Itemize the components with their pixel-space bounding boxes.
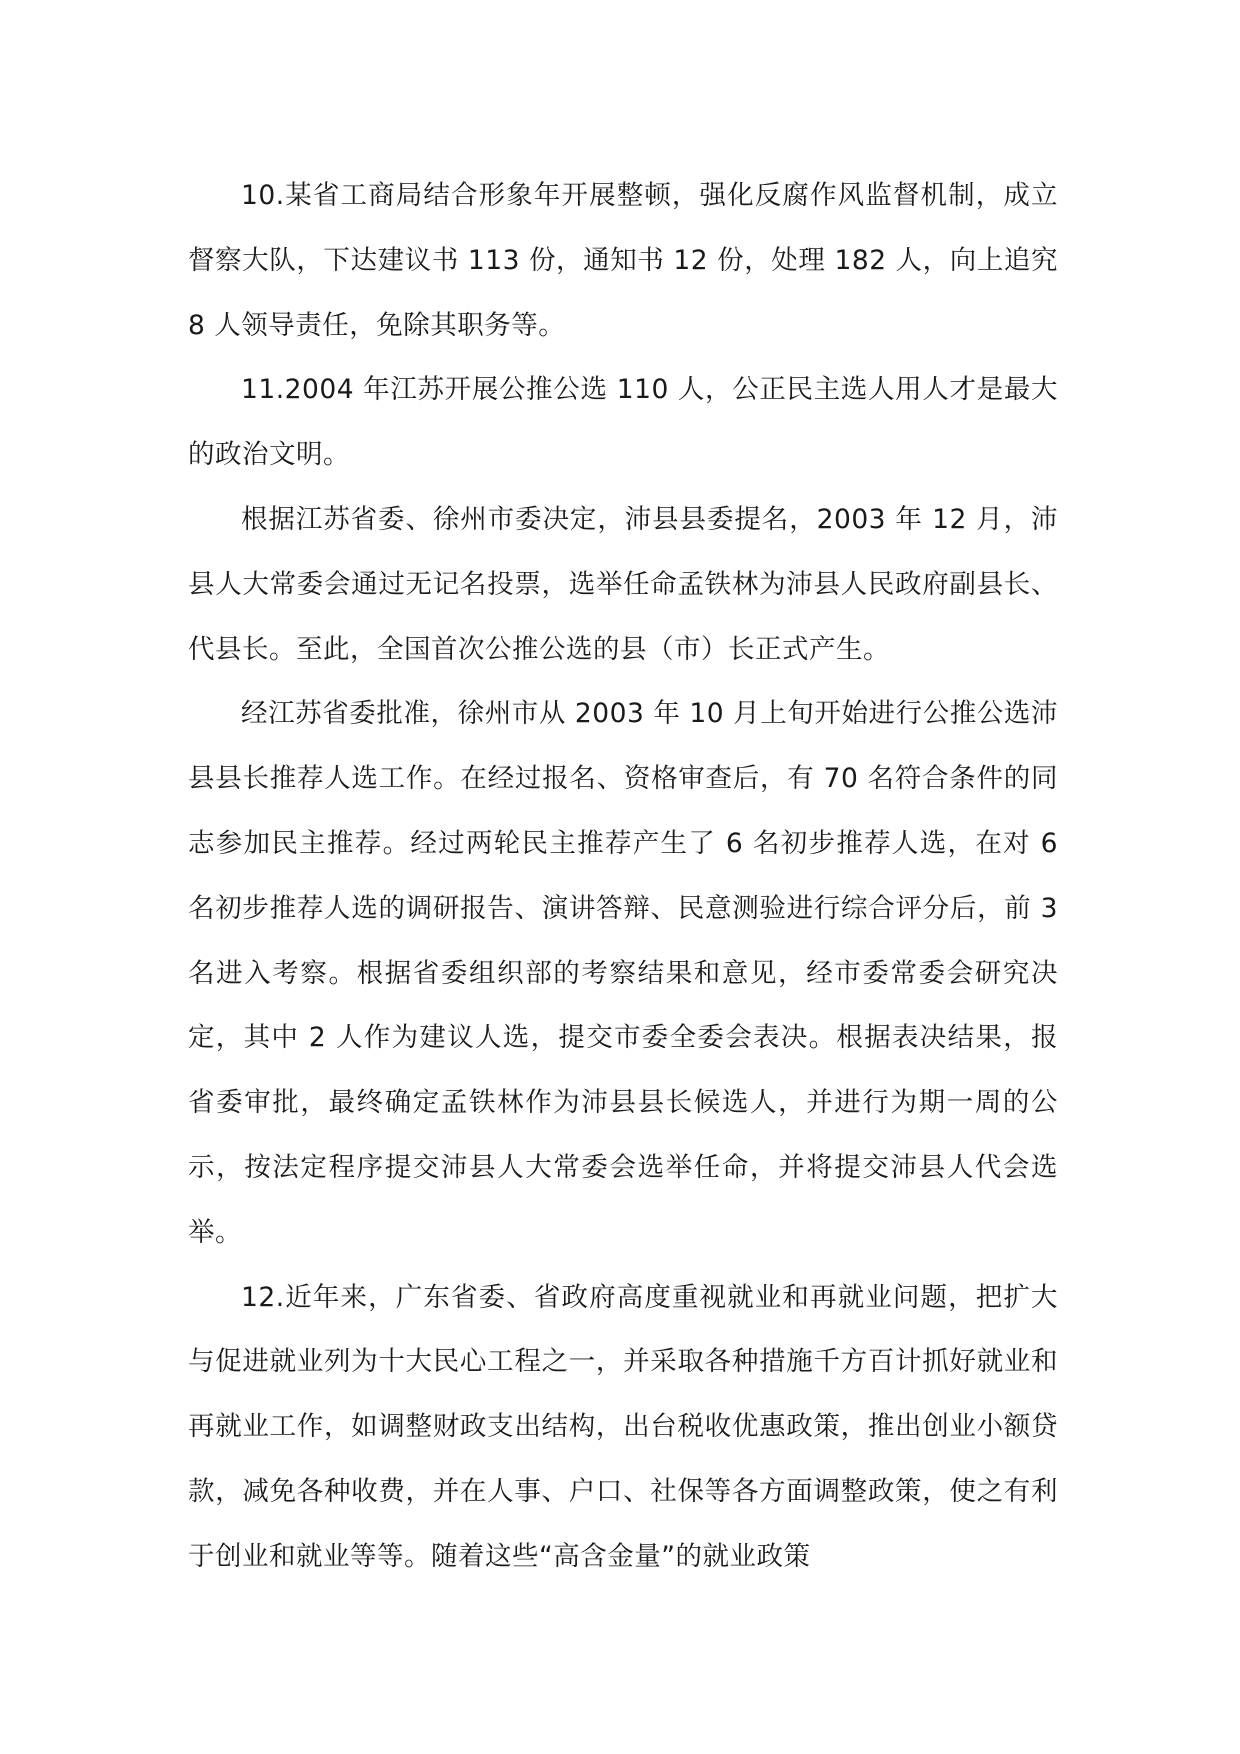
paragraph-12: 12.近年来，广东省委、省政府高度重视就业和再就业问题，把扩大与促进就业列为十大民心工程之一，并采取各种措施千方百计抓好就业和再就业工作，如调整财政支出结构，出台税收优惠政策，推出创业小额贷款，减免各种收费，并在人事、户口、社保等各方面调整政策，使之有利于创业和就业等等。随着这些“高含金量”的就业政策 — [188, 1281, 1058, 1572]
paragraph-11: 11.2004 年江苏开展公推公选 110 人，公正民主选人用人才是最大的政治文明。 — [188, 374, 1058, 471]
paragraph-peixian-election: 根据江苏省委、徐州市委决定，沛县县委提名，2003 年 12 月，沛县人大常委会通过无记名投票，选举任命孟铁林为沛县人民政府副县长、代县长。至此，全国首次公推公选的县（市）长正式产生。 — [188, 503, 1058, 665]
paragraph-10: 10.某省工商局结合形象年开展整顿，强化反腐作风监督机制，成立督察大队，下达建议书 113 份，通知书 12 份，处理 182 人，向上追究 8 人领导责任，免除其职务等。 — [188, 180, 1058, 341]
document-body — [188, 164, 1058, 1590]
paragraph-peixian-process: 经江苏省委批准，徐州市从 2003 年 10 月上旬开始进行公推公选沛县县长推荐人选工作。在经过报名、资格审查后，有 70 名符合条件的同志参加民主推荐。经过两轮民主推荐产生了 6 名初步推荐人选，在对 6 名初步推荐人选的调研报告、演讲答辩、民意测验进行综合评分后，前 3 名进入考察。根据省委组织部的考察结果和意见，经市委常委会研究决定，其中 2 人作为建议人选，提交市委全委会表决。根据表决结果，报省委审批，最终确定孟铁林作为沛县县长候选人，并进行为期一周的公示，按法定程序提交沛县人大常委会选举任命，并将提交沛县人代会选举。 — [188, 698, 1058, 1248]
